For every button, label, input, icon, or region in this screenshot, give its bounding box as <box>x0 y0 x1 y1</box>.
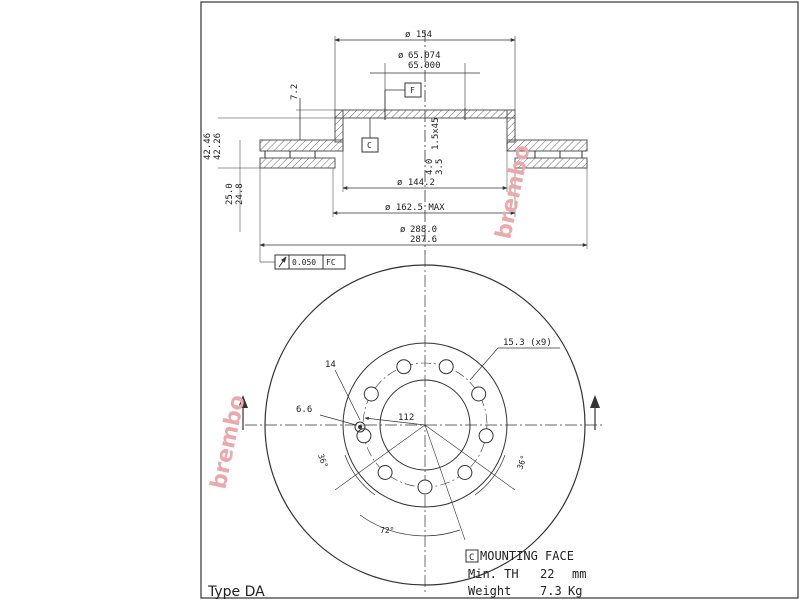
tolerance-value: 0.050 <box>292 258 317 267</box>
weight-label: Weight <box>468 584 512 598</box>
bolt-hole <box>378 466 392 480</box>
holes-label: 15.3 (x9) <box>503 338 552 348</box>
dia-288-0: 288.0 <box>410 225 438 235</box>
dim-3-5: 3.5 <box>435 158 445 175</box>
angle-72: 72° <box>380 526 395 535</box>
dia-287-6: 287.6 <box>410 235 438 245</box>
bolt-hole <box>439 360 453 374</box>
datum-c-label: C <box>367 141 372 150</box>
mounting-face-label: MOUNTING FACE <box>480 549 574 563</box>
dia-162-5: ø 162.5 MAX <box>385 203 445 213</box>
dia-288-prefix: ø <box>400 225 406 235</box>
dim-6-6: 6.6 <box>296 405 313 415</box>
min-th-value: 22 <box>540 567 555 581</box>
dia-154-label: ø 154 <box>405 30 433 40</box>
dia-144-2: ø 144.2 <box>397 178 435 188</box>
mounting-face-code: C <box>469 553 475 563</box>
bolt-hole <box>357 429 371 443</box>
bolt-hole <box>364 387 378 401</box>
dia-hub-lower: 65.000 <box>408 61 441 71</box>
dim-42-46: 42.46 <box>203 132 213 160</box>
dim-chamfer: 1.5x45 <box>431 117 441 150</box>
angle-36-left: 36° <box>316 452 330 470</box>
notes-block <box>466 549 586 598</box>
weight-value: 7.3 <box>540 584 562 598</box>
bolt-hole <box>479 429 493 443</box>
bolt-hole <box>418 480 432 494</box>
dim-25-0: 25.0 <box>225 183 235 205</box>
dia-hub-prefix: ø <box>398 51 404 61</box>
front-view <box>238 255 605 595</box>
type-label: Type DA <box>208 584 265 600</box>
bolt-hole <box>397 360 411 374</box>
dim-112: 112 <box>398 413 415 423</box>
datum-f-label: F <box>410 86 415 95</box>
dim-7-2: 7.2 <box>290 83 300 100</box>
min-th-unit: mm <box>572 567 587 581</box>
dim-4-0: 4.0 <box>425 158 435 175</box>
dim-42-26: 42.26 <box>213 132 223 160</box>
tolerance-ref: FC <box>326 258 336 267</box>
bolt-hole <box>472 387 486 401</box>
angle-36-right: 36° <box>515 454 529 471</box>
min-th-label: Min. TH <box>468 567 519 581</box>
bolt-hole <box>458 466 472 480</box>
weight-unit: Kg <box>568 584 583 598</box>
dim-14: 14 <box>325 360 336 370</box>
brembo-watermark: brembo <box>206 392 251 492</box>
dim-24-8: 24.8 <box>235 183 245 205</box>
brembo-watermark-top: brembo <box>491 142 536 242</box>
dia-hub-upper: 65.074 <box>408 51 441 61</box>
